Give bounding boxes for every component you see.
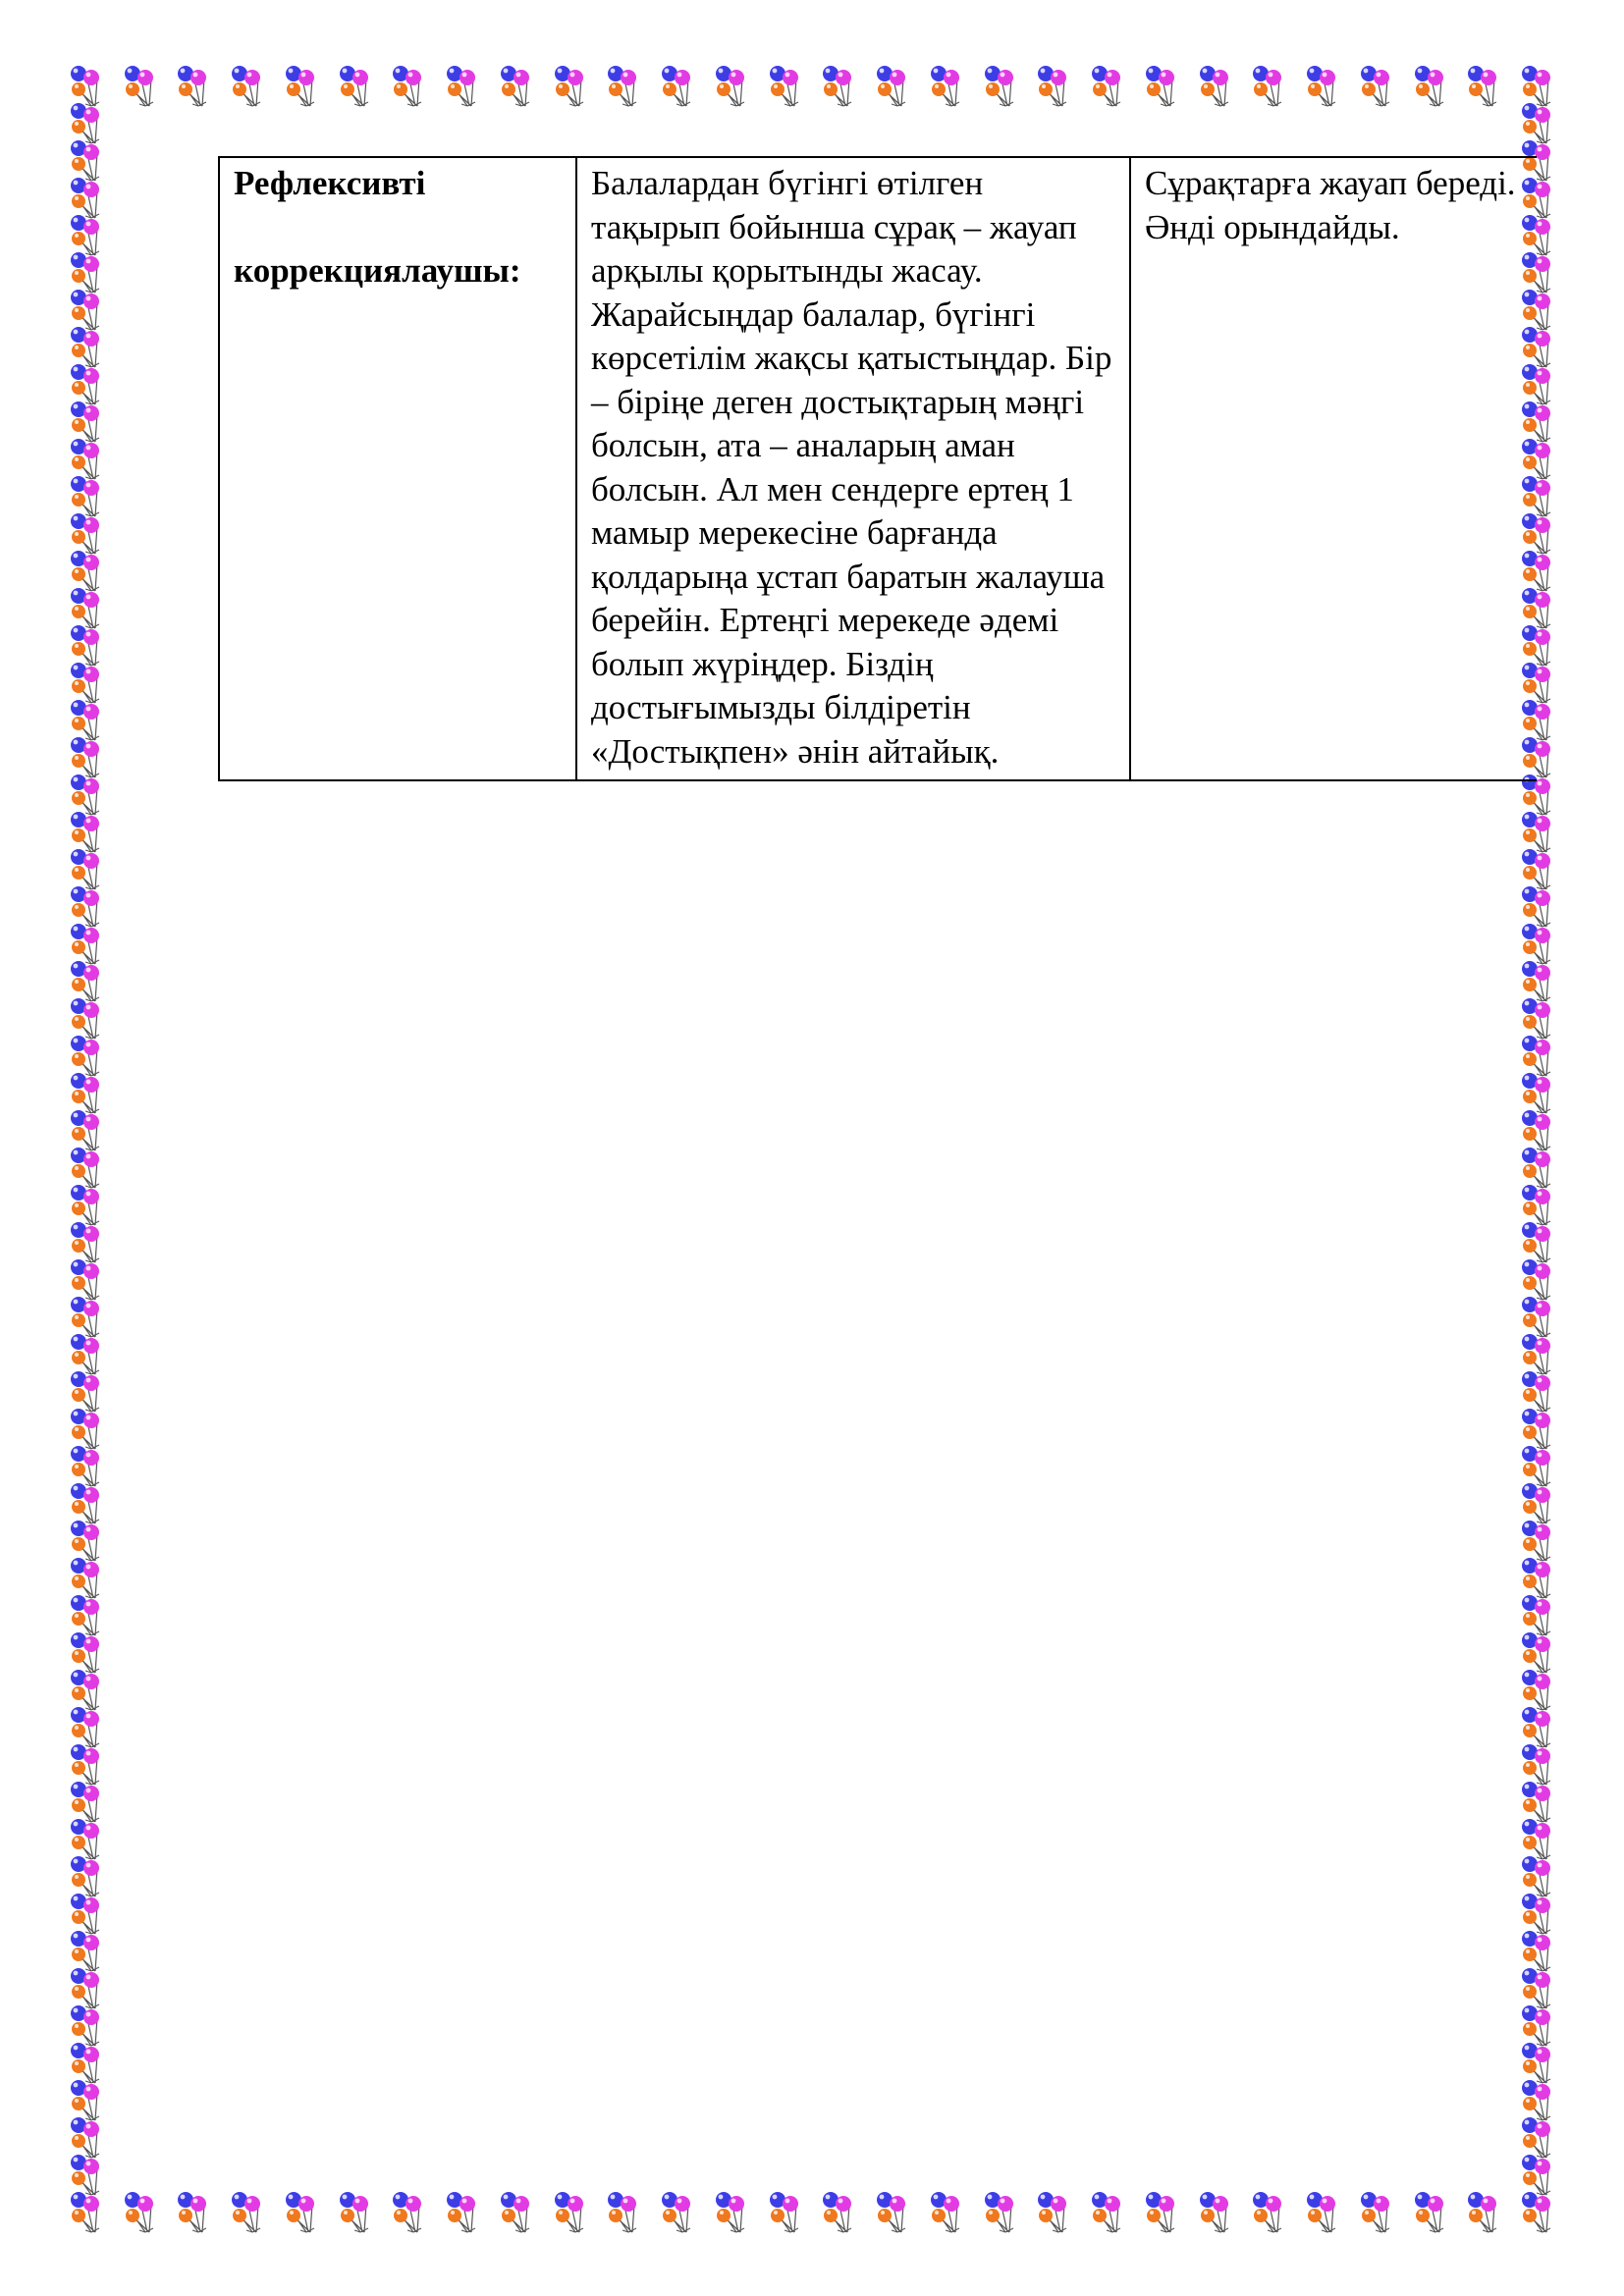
balloon-cluster-icon: [926, 63, 971, 108]
stage-title-line1: Рефлексивті: [234, 164, 426, 202]
balloon-cluster-icon: [711, 2189, 756, 2234]
balloon-cluster-icon: [550, 2189, 595, 2234]
balloon-cluster-icon: [1356, 2189, 1401, 2234]
table-row: [219, 157, 1537, 780]
balloon-cluster-icon: [120, 63, 165, 108]
balloon-cluster-icon: [496, 63, 541, 108]
balloon-cluster-icon: [1141, 2189, 1186, 2234]
balloon-cluster-icon: [1195, 63, 1240, 108]
balloon-cluster-icon: [1463, 2189, 1508, 2234]
balloon-cluster-icon: [1141, 63, 1186, 108]
balloon-cluster-icon: [980, 2189, 1025, 2234]
balloon-cluster-icon: [281, 2189, 326, 2234]
teacher-activity-cell: [576, 157, 1130, 780]
stage-title-line2: коррекциялаушы:: [234, 251, 521, 290]
balloon-cluster-icon: [335, 63, 380, 108]
children-activity-text: Сұрақтарға жауап береді. Әнді орындайды.: [1145, 164, 1516, 246]
balloon-cluster-icon: [173, 63, 218, 108]
balloon-cluster-icon: [66, 2152, 111, 2197]
lesson-table: [218, 156, 1537, 781]
balloon-cluster-icon: [1195, 2189, 1240, 2234]
balloon-cluster-icon: [388, 2189, 433, 2234]
balloon-cluster-icon: [496, 2189, 541, 2234]
balloon-cluster-icon: [980, 63, 1025, 108]
balloon-cluster-icon: [765, 2189, 810, 2234]
balloon-cluster-icon: [335, 2189, 380, 2234]
balloon-cluster-icon: [872, 2189, 917, 2234]
balloon-cluster-icon: [442, 2189, 487, 2234]
balloon-cluster-icon: [1463, 63, 1508, 108]
balloon-cluster-icon: [926, 2189, 971, 2234]
balloon-cluster-icon: [281, 63, 326, 108]
balloon-cluster-icon: [1410, 2189, 1455, 2234]
balloon-cluster-icon: [657, 63, 702, 108]
balloon-cluster-icon: [442, 63, 487, 108]
balloon-cluster-icon: [765, 63, 810, 108]
balloon-cluster-icon: [227, 2189, 272, 2234]
balloon-cluster-icon: [1356, 63, 1401, 108]
balloon-cluster-icon: [388, 63, 433, 108]
balloon-cluster-icon: [1033, 63, 1078, 108]
balloon-cluster-icon: [818, 63, 863, 108]
balloon-cluster-icon: [1302, 63, 1347, 108]
balloon-cluster-icon: [550, 63, 595, 108]
children-activity-cell: [1130, 157, 1537, 780]
balloon-cluster-icon: [1302, 2189, 1347, 2234]
balloon-cluster-icon: [818, 2189, 863, 2234]
balloon-cluster-icon: [1087, 63, 1132, 108]
balloon-cluster-icon: [1248, 2189, 1293, 2234]
balloon-cluster-icon: [173, 2189, 218, 2234]
teacher-paragraph-1: Балалардан бүгінгі өтілген тақырып бойынша сұрақ – жауап арқылы қорытынды жасау.: [591, 164, 1077, 290]
balloon-cluster-icon: [1248, 63, 1293, 108]
balloon-cluster-icon: [711, 63, 756, 108]
balloon-cluster-icon: [1410, 63, 1455, 108]
balloon-cluster-icon: [1087, 2189, 1132, 2234]
balloon-cluster-icon: [227, 63, 272, 108]
teacher-paragraph-2: Жарайсыңдар балалар, бүгінгі көрсетілім жақсы қатыстыңдар. Бір – біріңе деген достықтарың мәңгі болсын, ата – аналарың аман болсын. Ал мен сендерге ертең 1 мамыр мерекесіне барғанда қолдарыңа ұстап баратын жалауша берейін. Ертеңгі мерекеде әдемі болып жүріңдер. Біздің достығымызды білдіретін «Достықпен» әнін айтайық.: [591, 294, 1112, 771]
balloon-cluster-icon: [603, 2189, 648, 2234]
balloon-cluster-icon: [1033, 2189, 1078, 2234]
balloon-cluster-icon: [657, 2189, 702, 2234]
stage-spacer: [234, 206, 562, 250]
balloon-cluster-icon: [1517, 2152, 1562, 2197]
stage-cell: [219, 157, 576, 780]
balloon-cluster-icon: [120, 2189, 165, 2234]
balloon-cluster-icon: [872, 63, 917, 108]
balloon-cluster-icon: [603, 63, 648, 108]
